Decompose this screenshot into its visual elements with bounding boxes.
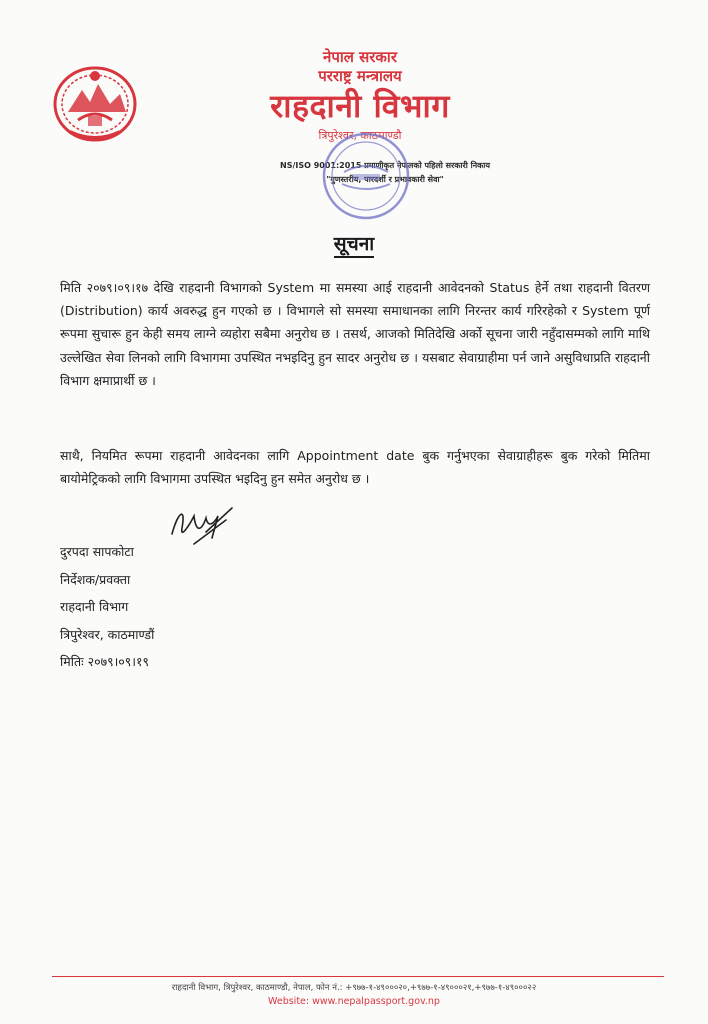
department-motto: "गुणस्तरीय, पारदर्शी र प्रभावकारी सेवा" [326, 175, 444, 184]
signatory-date: मितिः २०७९।०९।१९ [60, 654, 150, 669]
iso-certification: NS/ISO 9001:2015 प्रमाणीकृत नेपालको पहिलो सरकारी निकाय [280, 161, 490, 170]
department-seal-stamp-icon [318, 128, 414, 224]
notice-paragraph-1: मिति २०७९।०९।१७ देखि राहदानी विभागको System मा समस्या आई राहदानी आवेदनको Status हेर्ने तथा राहदानी वितरण (Distribution) कार्य अवरुद्ध हुन गएको छ । विभागले सो समस्या समाधानका लागि निरन्तर कार्य गरिरहेको र System पूर्ण रूपमा सुचारू हुन केही समय लाग्ने व्यहोरा सबैमा अनुरोध छ । तसर्थ, आजको मितिदेखि अर्को सूचना जारी नहुँदासम्मको लागि माथि उल्लेखित सेवा लिनको लागि विभागमा उपस्थित नभइदिनु हुन सादर अनुरोध छ । यसबाट सेवाग्राहीमा पर्न जाने असुविधाप्रति राहदानी विभाग क्षमाप्रार्थी छ । [60, 280, 650, 388]
signatory-location: त्रिपुरेश्वर, काठमाण्डौं [60, 626, 155, 642]
department-address: त्रिपुरेश्वर, काठमाण्डौ [318, 129, 402, 142]
signatory-block [60, 538, 360, 676]
signatory-office: राहदानी विभाग [60, 599, 129, 614]
government-name: नेपाल सरकार [323, 48, 397, 66]
signatory-name: दुरपदा सापकोटा [60, 544, 134, 559]
ministry-name: परराष्ट्र मन्त्रालय [318, 67, 402, 85]
department-name: राहदानी विभाग [270, 87, 450, 125]
nepal-government-emblem-icon [48, 60, 142, 148]
notice-title [0, 230, 708, 256]
signatory-designation: निर्देशक/प्रवक्ता [60, 571, 131, 587]
footer-address: राहदानी विभाग, त्रिपुरेश्वर, काठमाण्डौ, नेपाल, फोन नं.: +९७७-१-४९०००२०,+९७७-१-४९०००२१,+९७७-१-४९०००२२ [171, 983, 537, 993]
footer-website: Website: www.nepalpassport.gov.np [268, 996, 440, 1007]
notice-title-text: सूचना [334, 233, 374, 258]
notice-paragraph-2: साथै, नियमित रूपमा राहदानी आवेदनका लागि Appointment date बुक गर्नुभएका सेवाग्राहीहरू बुक गरेको मितिमा बायोमेट्रिकको लागि विभागमा उपस्थित भइदिनु हुन समेत अनुरोध छ । [60, 448, 650, 487]
footer-divider [52, 976, 664, 977]
